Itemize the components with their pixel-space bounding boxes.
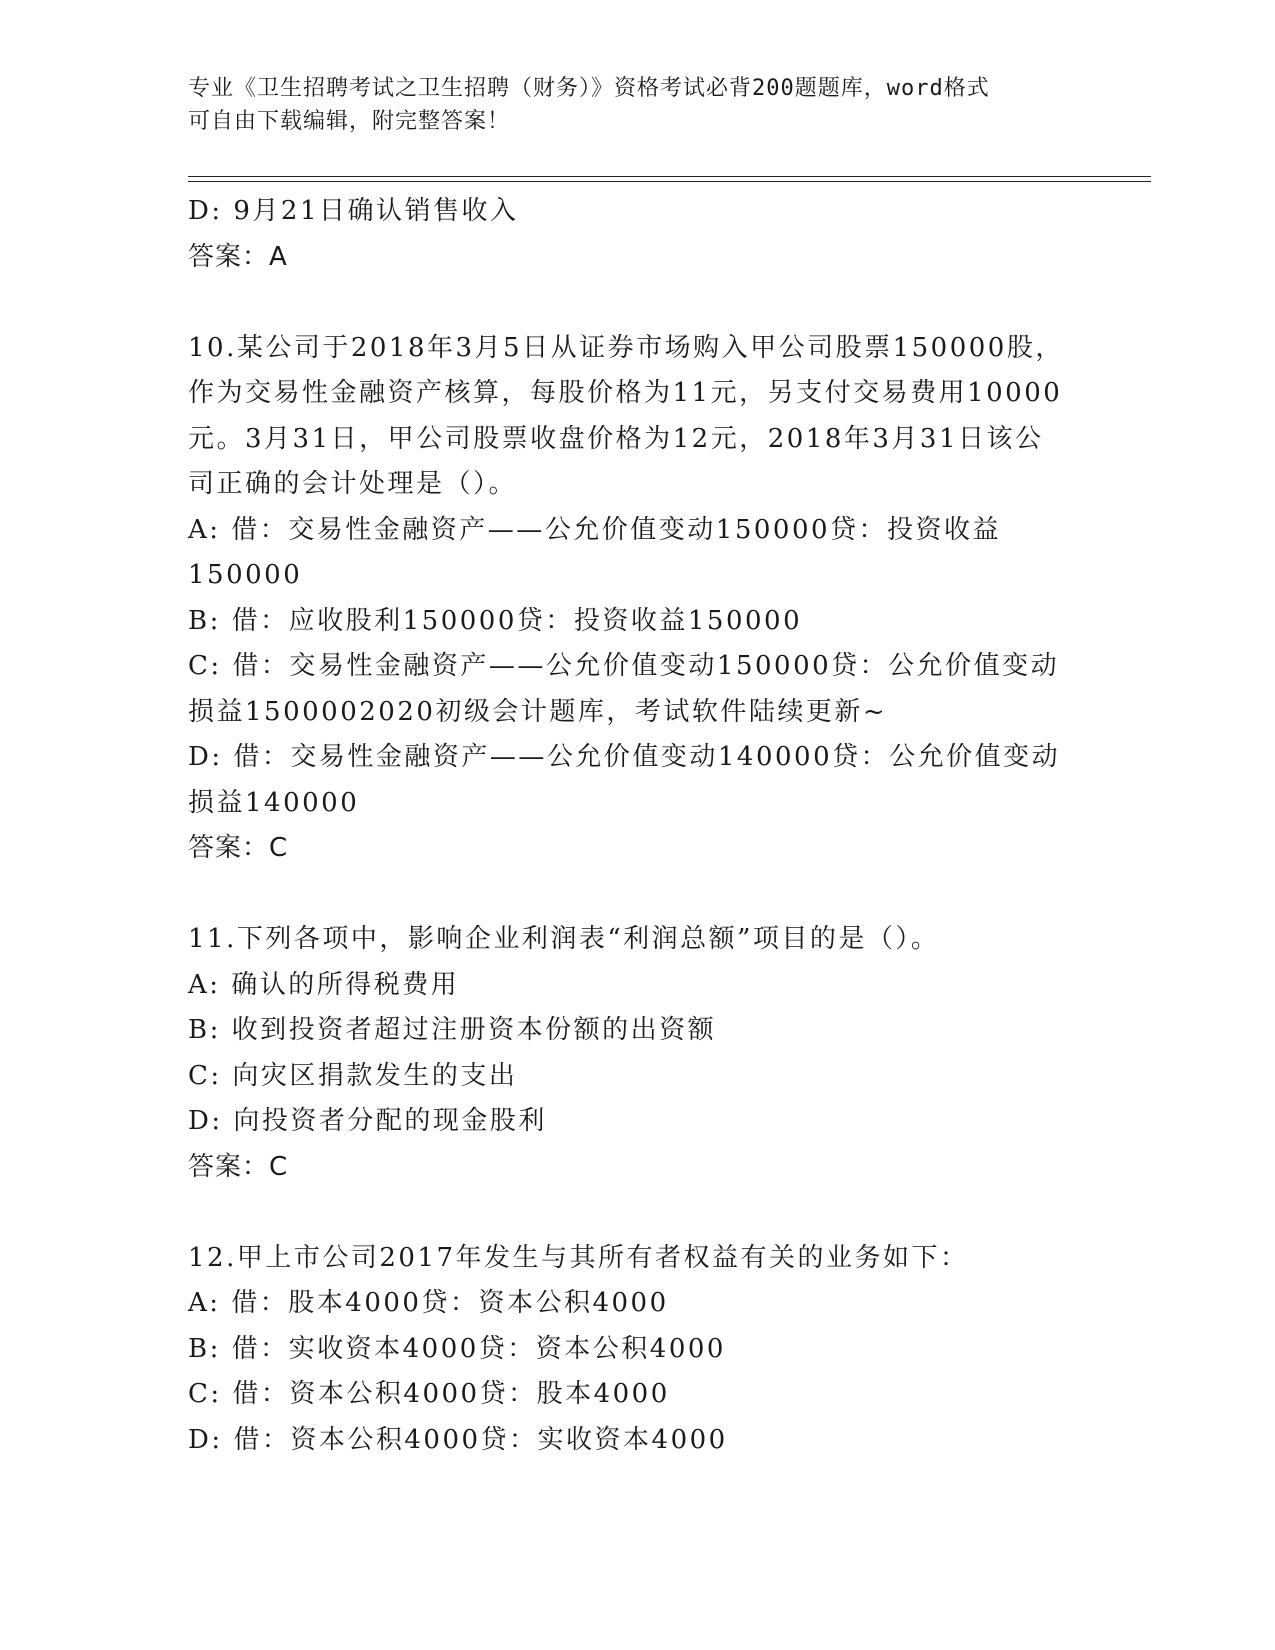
option-line: D: 9月21日确认销售收入 — [188, 196, 519, 226]
option-line: D: 借：交易性金融资产——公允价值变动140000贷：公允价值变动 — [188, 742, 1061, 772]
answer-line: 答案：A — [188, 241, 288, 272]
header-line-2: 可自由下载编辑，附完整答案！ — [188, 109, 511, 134]
option-line: A: 借：股本4000贷：资本公积4000 — [188, 1288, 669, 1318]
option-line: 损益1500002020初级会计题库，考试软件陆续更新~ — [188, 696, 888, 727]
document-header — [188, 72, 1068, 138]
option-line: A: 确认的所得税费用 — [188, 969, 460, 1000]
option-line: C: 借：资本公积4000贷：股本4000 — [188, 1379, 670, 1409]
document-body — [188, 189, 1088, 1463]
header-divider-bottom — [188, 181, 1151, 182]
question-line: 11.下列各项中，影响企业利润表“利润总额”项目的是（）。 — [188, 924, 940, 954]
question-block-11 — [188, 917, 1088, 1190]
question-line: 司正确的会计处理是（）。 — [188, 469, 518, 499]
header-divider-top — [188, 176, 1151, 177]
option-line: A: 借：交易性金融资产——公允价值变动150000贷：投资收益 — [188, 514, 1002, 545]
option-line: B: 借：实收资本4000贷：资本公积4000 — [188, 1333, 726, 1364]
option-line: B: 收到投资者超过注册资本份额的出资额 — [188, 1015, 717, 1045]
option-line: 损益140000 — [188, 787, 360, 818]
question-line: 元。3月31日，甲公司股票收盘价格为12元，2018年3月31日该公 — [188, 423, 1044, 454]
question-block-10 — [188, 326, 1088, 872]
option-line: C: 向灾区捐款发生的支出 — [188, 1060, 518, 1091]
option-line: D: 向投资者分配的现金股利 — [188, 1106, 547, 1136]
answer-line: 答案：C — [188, 1151, 289, 1182]
option-line: C: 借：交易性金融资产——公允价值变动150000贷：公允价值变动 — [188, 651, 1060, 681]
option-line: B: 借：应收股利150000贷：投资收益150000 — [188, 605, 803, 636]
block-gap — [188, 872, 1088, 918]
question-block-12 — [188, 1236, 1088, 1464]
question-line: 10.某公司于2018年3月5日从证券市场购入甲公司股票150000股， — [188, 332, 1064, 363]
answer-line: 答案：C — [188, 833, 289, 863]
option-line: D: 借：资本公积4000贷：实收资本4000 — [188, 1424, 728, 1455]
header-line-1: 专业《卫生招聘考试之卫生招聘（财务）》资格考试必背200题题库，word格式 — [188, 76, 990, 101]
question-line: 作为交易性金融资产核算，每股价格为11元，另支付交易费用10000 — [188, 378, 1063, 408]
option-line: 150000 — [188, 560, 303, 590]
question-line: 12.甲上市公司2017年发生与其所有者权益有关的业务如下： — [188, 1242, 969, 1273]
block-gap — [188, 1190, 1088, 1236]
block-gap — [188, 280, 1088, 326]
